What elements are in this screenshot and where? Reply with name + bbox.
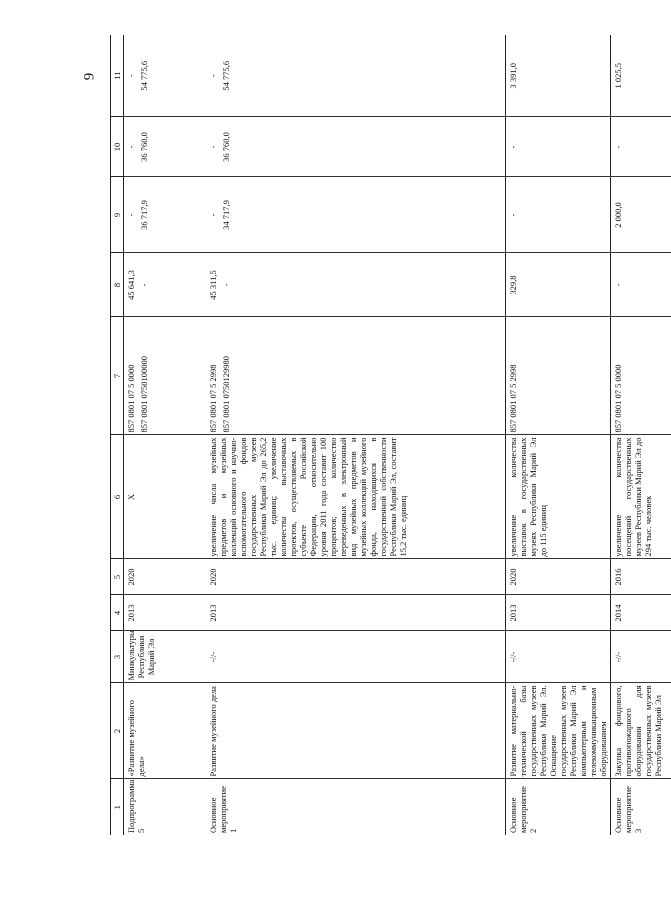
col-header: 9 xyxy=(111,177,124,253)
expected-result: увеличение количества посещений государственных музеев Республики Марий Эл до 294 тыс. человек xyxy=(611,435,671,559)
col-header: 2 xyxy=(111,683,124,779)
table-row xyxy=(506,35,611,835)
col-header: 5 xyxy=(111,559,124,595)
col-header: 4 xyxy=(111,595,124,631)
amount: - xyxy=(207,145,218,149)
start-year: 2013 xyxy=(506,595,611,631)
amount: 36 760,0 xyxy=(139,132,150,162)
item-name: Развитие музейного дела xyxy=(206,683,506,779)
budget-code: 857 0801 07 5 2998 xyxy=(506,317,611,435)
start-year: 2013 xyxy=(124,595,206,631)
amount: - xyxy=(207,213,218,217)
amount: 36 717,9 xyxy=(139,200,150,230)
col-header: 6 xyxy=(111,435,124,559)
col-header: 1 xyxy=(111,779,124,835)
executor: -//- xyxy=(611,631,671,683)
end-year: 2020 xyxy=(506,559,611,595)
amount: 329,8 xyxy=(506,253,611,317)
table-row xyxy=(206,35,506,835)
amount: 54 775,6 xyxy=(220,60,231,91)
amount: 3 391,0 xyxy=(506,35,611,117)
item-name: «Развитие музейного дела» xyxy=(124,683,206,779)
item-code: Основное мероприятие 3 xyxy=(611,779,671,835)
end-year: 2016 xyxy=(611,559,671,595)
item-code: Основное мероприятие 1 xyxy=(207,786,238,833)
expected-result: увеличение количества выставок в государственных музеях Республики Марий Эл до 115 единиц xyxy=(506,435,611,559)
amount: - xyxy=(220,283,231,287)
amount: - xyxy=(139,283,150,287)
end-year: 2020 xyxy=(124,559,206,595)
budget-code: 857 0801 07 5 0000 xyxy=(126,364,137,433)
amount: - xyxy=(207,74,218,78)
start-year: 2013 xyxy=(206,595,506,631)
amount-cell xyxy=(124,253,206,317)
amount: 45 311,5 xyxy=(207,270,218,300)
amount: 45 641,3 xyxy=(126,270,137,300)
item-code: Основное мероприятие 2 xyxy=(506,779,611,835)
amount: - xyxy=(611,117,671,177)
item-name: Закупка фондового, противопожарного оборудования для государственных музеев Республики Марий Эл xyxy=(611,683,671,779)
amount-cell xyxy=(124,117,206,177)
column-number-row xyxy=(111,35,124,835)
executor: -//- xyxy=(506,631,611,683)
table-row xyxy=(611,35,671,835)
budget-code: 857 0801 07 5 2998 xyxy=(207,364,218,433)
amount: - xyxy=(506,177,611,253)
amount: 1 025,5 xyxy=(611,35,671,117)
col-header: 8 xyxy=(111,253,124,317)
col-header: 11 xyxy=(111,35,124,117)
rotated-table-sheet xyxy=(110,35,664,835)
amount: 36 760,0 xyxy=(220,132,231,162)
expected-result: X xyxy=(124,435,206,559)
amount: - xyxy=(506,117,611,177)
budget-code-cell xyxy=(124,317,206,435)
amount: - xyxy=(126,145,137,149)
amount: 54 775,6 xyxy=(139,60,150,91)
col-header: 10 xyxy=(111,117,124,177)
amount-cell xyxy=(206,35,506,117)
amount-cell xyxy=(206,177,506,253)
executor: Минкультуры Республики Марий Эл xyxy=(124,631,206,683)
amount: 2 000,0 xyxy=(611,177,671,253)
executor: -//- xyxy=(206,631,506,683)
item-code: Подпрограмма 5 xyxy=(126,779,147,833)
budget-code-cell xyxy=(206,317,506,435)
amount-cell xyxy=(206,117,506,177)
expected-result: увеличение числа музейных предметов и музейных коллекций основного и научно-вспомогательного фондов государственных музеев Республики Марий Эл до 265,2 тыс. единиц; увеличение количества выставочных проектов, осуществляемых в субъекте Российской Федерации, относительно уровня 2011 года составит 100 процентов; количество переведенных в электронный вид музейных предметов и музейных коллекций музейного фонда, находящихся в государственной собственности Республики Марий Эл, составит 15,2 тыс. единиц xyxy=(206,435,506,559)
start-year: 2014 xyxy=(611,595,671,631)
amount-cell xyxy=(124,177,206,253)
amount: - xyxy=(611,253,671,317)
amount-cell xyxy=(124,35,206,117)
amount: - xyxy=(126,213,137,217)
amount-cell xyxy=(206,253,506,317)
col-header: 3 xyxy=(111,631,124,683)
table-row xyxy=(124,35,206,835)
program-table xyxy=(110,35,671,835)
item-name: Развитие материально-технической базы государственных музеев Республики Марий Эл. Оснащение государственных музеев Республики Марий Эл компьютерным и телекоммуникационным оборудованием xyxy=(506,683,611,779)
amount: 34 717,9 xyxy=(220,200,231,230)
budget-code: 857 0801 0750129980 xyxy=(220,356,231,433)
amount: - xyxy=(126,74,137,78)
end-year: 2020 xyxy=(206,559,506,595)
page-number: 9 xyxy=(81,72,98,81)
col-header: 7 xyxy=(111,317,124,435)
budget-code: 857 0801 0750100000 xyxy=(139,356,150,433)
budget-code: 857 0801 07 5 0000 xyxy=(611,317,671,435)
